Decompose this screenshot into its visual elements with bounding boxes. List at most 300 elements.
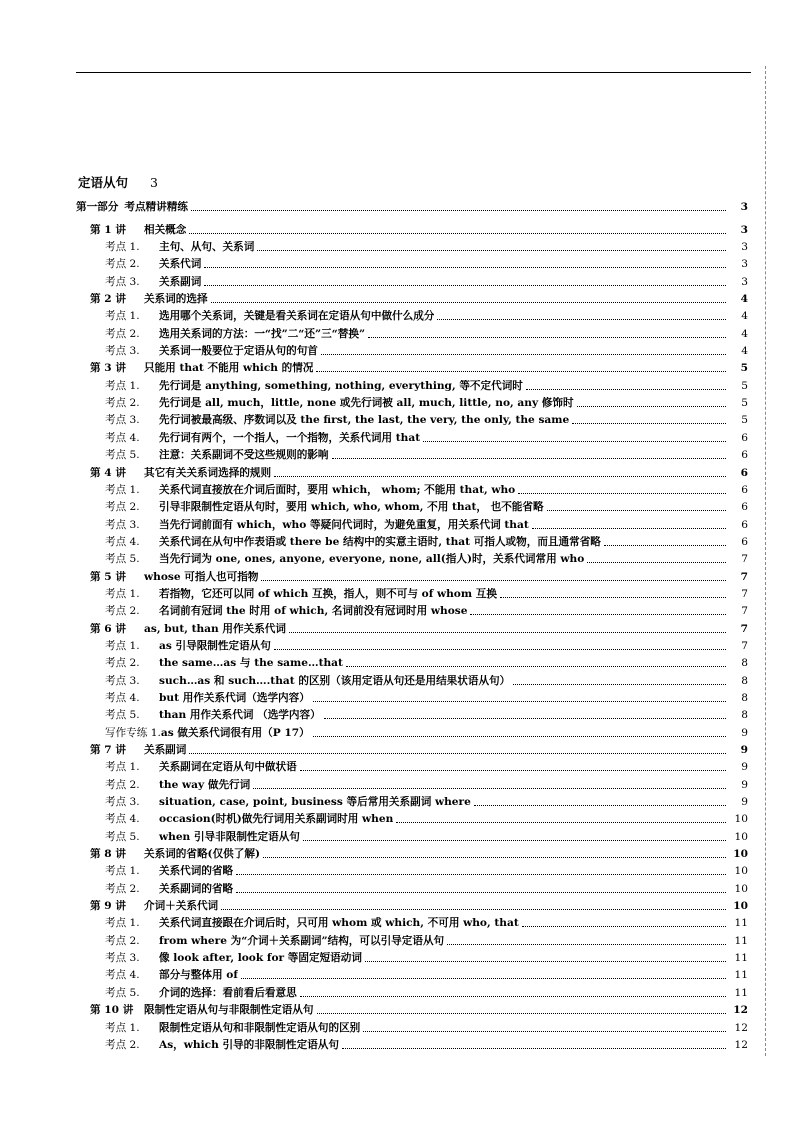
document-title-text: 定语从句 <box>78 175 129 190</box>
toc-entry-number: 第 2 讲 <box>90 293 126 306</box>
toc-entry-text: 关系副词在定语从句中做状语 <box>159 761 297 774</box>
toc-dot-leader <box>191 210 726 211</box>
toc-dot-leader <box>261 580 726 581</box>
toc-entry-label <box>90 848 260 861</box>
toc-entry-label <box>105 692 310 705</box>
toc-entry-text: 引导非限制性定语从句时，要用 which, who, whom, 不用 that， 也不能省略 <box>159 501 544 514</box>
toc-entry-number: 第 9 讲 <box>90 900 126 913</box>
toc-dot-leader <box>500 597 726 598</box>
toc-entry-number: 考点 4. <box>105 969 140 982</box>
toc-entry-page: 8 <box>741 709 748 722</box>
toc-entry[interactable] <box>76 514 748 531</box>
toc-entry-page: 6 <box>741 535 748 548</box>
toc-entry-page: 6 <box>740 466 748 479</box>
toc-entry-text: 关系代词直接放在介词后面时，要用 which， whom; 不能用 that, who <box>159 483 516 496</box>
toc-entry-number: 考点 1. <box>105 761 140 774</box>
toc-dot-leader <box>572 423 726 424</box>
toc-entry-number: 考点 3. <box>105 414 140 427</box>
toc-entry-text: 像 look after, look for 等固定短语动词 <box>159 952 362 965</box>
toc-entry-text: 关系副词 <box>159 275 202 288</box>
toc-entry-page: 11 <box>734 917 748 930</box>
toc-entry[interactable] <box>76 1000 748 1017</box>
toc-entry-number: 考点 5. <box>105 986 140 999</box>
toc-entry-text: from where 为“介词＋关系副词”结构，可以引导定语从句 <box>159 934 445 947</box>
toc-entry-page: 5 <box>740 362 748 375</box>
toc-entry-label <box>90 1004 314 1017</box>
toc-dot-leader <box>518 493 726 494</box>
toc-entry-label <box>105 813 393 826</box>
toc-dot-leader <box>241 978 726 979</box>
toc-entry-page: 7 <box>741 639 748 652</box>
toc-entry-page: 10 <box>734 813 748 826</box>
toc-entry-page: 12 <box>734 1038 748 1051</box>
toc-entry-label <box>105 675 510 688</box>
toc-entry[interactable] <box>76 670 748 687</box>
toc-entry-page: 10 <box>734 882 748 895</box>
toc-entry[interactable] <box>76 254 748 271</box>
toc-entry-text: 选用关系词的方法：一“找”二“还”三“替换” <box>159 327 366 340</box>
toc-entry-label <box>105 519 529 532</box>
toc-entry-number: 考点 5. <box>105 553 140 566</box>
toc-dot-leader <box>274 476 726 477</box>
toc-entry-page: 12 <box>734 1021 748 1034</box>
document-title-page: 3 <box>150 175 158 190</box>
toc-entry-label <box>105 709 321 722</box>
toc-entry[interactable] <box>76 792 748 809</box>
toc-dot-leader <box>274 649 726 650</box>
toc-entry-text: 主句、从句、关系词 <box>159 241 255 254</box>
toc-entry-label <box>105 865 233 878</box>
toc-entry-page: 10 <box>733 848 748 861</box>
toc-entry-label <box>105 831 300 844</box>
toc-entry[interactable] <box>76 618 748 635</box>
toc-entry-text: 关系副词的省略 <box>159 882 234 895</box>
toc-entry-label <box>90 224 186 237</box>
toc-entry[interactable] <box>76 930 748 947</box>
toc-entry-number: 考点 4. <box>105 431 140 444</box>
toc-entry-text: 限制性定语从句与非限制性定语从句 <box>144 1004 314 1017</box>
toc-entry[interactable] <box>76 323 748 340</box>
toc-entry-label <box>105 657 343 670</box>
toc-dot-leader <box>532 528 726 529</box>
toc-entry-number: 考点 4. <box>105 535 140 548</box>
toc-entry-number: 考点 1. <box>105 310 140 323</box>
toc-entry[interactable] <box>76 584 748 601</box>
toc-entry-label <box>105 276 201 289</box>
toc-entry-page: 9 <box>741 761 748 774</box>
toc-entry[interactable] <box>76 636 748 653</box>
table-of-contents <box>76 197 748 1052</box>
toc-entry-label <box>105 935 444 948</box>
toc-entry-text: as 引导限制性定语从句 <box>159 639 271 652</box>
toc-entry[interactable] <box>76 289 748 306</box>
toc-entry[interactable] <box>76 358 748 375</box>
toc-entry-label <box>105 241 254 254</box>
toc-entry-page: 6 <box>741 431 748 444</box>
toc-entry-page: 7 <box>741 605 748 618</box>
toc-entry-number: 考点 4. <box>105 813 140 826</box>
toc-entry-number: 第 7 讲 <box>90 744 126 756</box>
toc-entry-number: 第 10 讲 <box>90 1004 134 1017</box>
toc-dot-leader <box>253 788 726 789</box>
toc-entry-label <box>105 310 434 323</box>
toc-entry-text: whose 可指人也可指物 <box>144 570 259 583</box>
toc-entry-number: 考点 4. <box>105 691 140 704</box>
toc-entry-page: 7 <box>741 553 748 566</box>
toc-entry-page: 7 <box>741 587 748 600</box>
toc-entry-text: 相关概念 <box>144 223 187 236</box>
toc-entry-label <box>105 380 523 393</box>
toc-entry-label <box>90 293 208 306</box>
toc-entry[interactable] <box>76 219 748 236</box>
toc-entry-text: 关系词的选择 <box>144 293 208 306</box>
toc-dot-leader <box>300 996 726 997</box>
toc-entry-page: 3 <box>741 241 748 254</box>
toc-dot-leader <box>303 840 726 841</box>
toc-dot-leader <box>313 701 726 702</box>
toc-dot-leader <box>363 1031 726 1032</box>
toc-dot-leader <box>346 666 726 667</box>
toc-entry-text: 关系代词在从句中作表语或 there be 结构中的实意主语时, that 可指人或物，而且通常省略 <box>159 535 601 548</box>
toc-entry-page: 10 <box>734 830 748 843</box>
toc-entry[interactable] <box>76 237 748 254</box>
toc-entry-text: 介词的选择：看前看后看意思 <box>159 986 297 999</box>
toc-entry-text: 关系代词直接跟在介词后时，只可用 whom 或 which, 不可用 who, that <box>159 917 519 930</box>
toc-entry-page: 11 <box>734 934 748 947</box>
toc-entry-number: 考点 2. <box>105 605 140 618</box>
toc-entry-text: the same…as 与 the same…that <box>159 657 343 670</box>
toc-entry[interactable] <box>76 705 748 722</box>
toc-entry-page: 9 <box>740 744 748 756</box>
toc-dot-leader <box>263 857 726 858</box>
toc-entry-page: 11 <box>734 986 748 999</box>
toc-entry-text: when 引导非限制性定语从句 <box>159 830 300 843</box>
toc-entry-number: 考点 2. <box>105 397 140 410</box>
toc-entry[interactable] <box>76 913 748 930</box>
toc-entry-page: 6 <box>741 449 748 462</box>
toc-entry-page: 3 <box>740 201 748 214</box>
toc-entry[interactable] <box>76 532 748 549</box>
toc-entry-text: occasion(时机)做先行词用关系副词时用 when <box>159 813 394 826</box>
toc-entry-text: 先行词是 anything, something, nothing, everything, 等不定代词时 <box>159 379 523 392</box>
toc-dot-leader <box>204 285 726 286</box>
toc-entry-text: 先行词有两个，一个指人，一个指物，关系代词用 that <box>159 431 421 444</box>
toc-entry-text: than 用作关系代词 （选学内容） <box>159 709 321 722</box>
toc-dot-leader <box>604 545 726 546</box>
toc-entry-page: 9 <box>741 796 748 809</box>
toc-dot-leader <box>577 406 726 407</box>
toc-dot-leader <box>257 250 726 251</box>
toc-entry-number: 考点 1. <box>105 379 140 392</box>
toc-entry[interactable] <box>76 271 748 288</box>
toc-entry-label <box>105 588 497 601</box>
toc-dot-leader <box>526 389 726 390</box>
toc-dot-leader <box>396 822 726 823</box>
toc-entry-page: 12 <box>733 1004 748 1017</box>
toc-entry-label <box>105 761 297 774</box>
toc-dot-leader <box>587 562 726 563</box>
toc-entry[interactable] <box>76 653 748 670</box>
toc-entry-label <box>105 258 201 271</box>
toc-entry[interactable] <box>76 497 748 514</box>
toc-entry-text: 其它有关关系词选择的规则 <box>144 466 272 479</box>
toc-entry-label <box>105 1022 360 1035</box>
toc-entry[interactable] <box>76 757 748 774</box>
toc-entry-text: 部分与整体用 of <box>159 969 238 982</box>
toc-entry-page: 11 <box>734 952 748 965</box>
toc-dot-leader <box>513 684 726 685</box>
toc-entry[interactable] <box>76 826 748 843</box>
toc-entry-label <box>90 467 271 480</box>
toc-dot-leader <box>547 510 726 511</box>
toc-entry-number: 考点 2. <box>105 657 140 670</box>
toc-entry-label <box>105 501 544 514</box>
toc-entry-label <box>105 605 467 618</box>
toc-entry[interactable] <box>76 462 748 479</box>
toc-dot-leader <box>211 302 726 303</box>
toc-entry-number: 考点 2. <box>105 934 140 947</box>
toc-entry-number: 考点 3. <box>105 275 140 288</box>
toc-entry-text: 关系代词的省略 <box>159 865 234 878</box>
toc-entry-label <box>105 969 238 982</box>
toc-entry-label <box>105 345 318 358</box>
toc-entry-label <box>90 623 286 636</box>
toc-entry-page: 7 <box>740 570 748 583</box>
toc-entry[interactable] <box>76 948 748 965</box>
toc-entry-text: 先行词被最高级、序数词以及 the first, the last, the very, the only, the same <box>159 414 570 427</box>
toc-entry-page: 4 <box>740 293 748 306</box>
toc-entry-page: 8 <box>741 657 748 670</box>
toc-entry-number: 考点 3. <box>105 518 140 531</box>
toc-entry-text: 关系副词 <box>144 744 187 756</box>
toc-entry-label <box>105 883 233 896</box>
toc-entry-text: as 做关系代词很有用（P 17） <box>160 726 310 739</box>
toc-entry[interactable] <box>76 688 748 705</box>
toc-entry-number: 考点 1. <box>105 865 140 878</box>
toc-dot-leader <box>342 1048 726 1049</box>
toc-entry-text: 限制性定语从句和非限制性定语从句的区别 <box>159 1021 361 1034</box>
toc-entry-label <box>105 952 362 965</box>
toc-entry[interactable] <box>76 722 748 739</box>
toc-entry-text: 注意：关系副词不受这些规则的影响 <box>159 449 329 462</box>
toc-entry-text: 关系词一般要位于定语从句的句首 <box>159 345 318 358</box>
toc-dot-leader <box>522 926 726 927</box>
toc-entry-label <box>90 744 186 757</box>
toc-entry-text: As，which 引导的非限制性定语从句 <box>159 1038 339 1051</box>
toc-entry-page: 10 <box>733 900 748 913</box>
toc-entry-text: 当先行词为 one, ones, anyone, everyone, none, all(指人)时，关系代词常用 who <box>159 553 585 566</box>
toc-entry-label <box>105 640 271 653</box>
toc-entry-label <box>105 917 519 930</box>
toc-entry[interactable] <box>76 375 748 392</box>
toc-entry-number: 考点 2. <box>105 258 140 271</box>
toc-dot-leader <box>316 371 726 372</box>
toc-dot-leader <box>221 909 726 910</box>
toc-entry-text: situation, case, point, business 等后常用关系副词 where <box>159 796 471 809</box>
toc-entry[interactable] <box>76 844 748 861</box>
toc-dot-leader <box>474 805 726 806</box>
toc-entry-label <box>105 1039 339 1052</box>
toc-dot-leader <box>437 319 726 320</box>
toc-entry[interactable] <box>76 896 748 913</box>
toc-entry-text: 考点精讲精练 <box>124 201 188 214</box>
toc-entry-number: 考点 5. <box>105 830 140 843</box>
toc-entry-page: 9 <box>741 726 748 739</box>
toc-entry-text: 选用哪个关系词，关键是看关系词在定语从句中做什么成分 <box>159 310 435 323</box>
toc-entry-label <box>105 727 310 740</box>
toc-dot-leader <box>368 337 726 338</box>
toc-entry-text: 只能用 that 不能用 which 的情况 <box>144 362 314 375</box>
toc-entry[interactable] <box>76 480 748 497</box>
toc-entry-text: such…as 和 such….that 的区别（该用定语从句还是用结果状语从句） <box>159 674 511 687</box>
toc-entry[interactable] <box>76 197 748 214</box>
toc-entry-page: 6 <box>741 501 748 514</box>
toc-entry-text: but 用作关系代词（选学内容） <box>159 691 310 704</box>
toc-entry-text: 若指物，它还可以同 of which 互换，指人，则不可与 of whom 互换 <box>159 587 497 600</box>
toc-entry-number: 考点 3. <box>105 345 140 358</box>
toc-entry-label <box>105 449 329 462</box>
toc-dot-leader <box>470 614 726 615</box>
toc-entry-number: 第 4 讲 <box>90 466 126 479</box>
toc-entry[interactable] <box>76 549 748 566</box>
margin-guide-line <box>765 66 766 1056</box>
toc-entry[interactable] <box>76 341 748 358</box>
toc-entry[interactable] <box>76 393 748 410</box>
toc-entry[interactable] <box>76 809 748 826</box>
toc-entry-label <box>105 432 420 445</box>
toc-entry-page: 6 <box>741 483 748 496</box>
toc-entry-label <box>90 900 218 913</box>
toc-entry-number: 第 5 讲 <box>90 570 126 583</box>
toc-entry-page: 3 <box>741 275 748 288</box>
toc-entry-label <box>105 328 365 341</box>
toc-entry-page: 11 <box>734 969 748 982</box>
toc-entry-text: 先行词是 all, much，little, none 或先行词被 all, much, little, no, any 修饰时 <box>159 397 574 410</box>
toc-dot-leader <box>189 233 726 234</box>
toc-entry-number: 第 6 讲 <box>90 622 126 635</box>
toc-dot-leader <box>189 753 726 754</box>
toc-entry[interactable] <box>76 740 748 757</box>
toc-entry-number: 考点 1. <box>105 917 140 930</box>
toc-entry-page: 9 <box>741 778 748 791</box>
toc-entry[interactable] <box>76 861 748 878</box>
toc-dot-leader <box>324 718 726 719</box>
toc-entry-text: the way 做先行词 <box>159 778 251 791</box>
toc-entry-text: 介词＋关系代词 <box>144 900 219 913</box>
toc-entry[interactable] <box>76 774 748 791</box>
toc-entry[interactable] <box>76 1017 748 1034</box>
toc-dot-leader <box>332 458 727 459</box>
toc-entry-page: 4 <box>741 310 748 323</box>
toc-entry-label <box>105 987 297 1000</box>
toc-entry-number: 考点 5. <box>105 449 140 462</box>
toc-entry-number: 考点 1. <box>105 587 140 600</box>
toc-entry-number: 考点 1. <box>105 241 140 254</box>
toc-entry-page: 10 <box>734 865 748 878</box>
toc-entry-page: 8 <box>741 691 748 704</box>
toc-dot-leader <box>317 1013 727 1014</box>
toc-entry-number: 考点 1. <box>105 1021 140 1034</box>
toc-entry-label <box>105 553 584 566</box>
toc-dot-leader <box>365 961 726 962</box>
toc-entry-label <box>105 779 250 792</box>
toc-entry-page: 3 <box>741 258 748 271</box>
toc-entry-number: 考点 3. <box>105 796 140 809</box>
toc-entry-label <box>105 484 515 497</box>
toc-entry-label <box>105 536 601 549</box>
toc-entry-number: 考点 1. <box>105 483 140 496</box>
toc-entry-page: 8 <box>741 674 748 687</box>
toc-entry-page: 7 <box>740 622 748 635</box>
toc-entry-number: 写作专练 1. <box>105 726 161 739</box>
toc-dot-leader <box>423 441 726 442</box>
toc-entry-label <box>105 414 569 427</box>
toc-entry-number: 考点 3. <box>105 674 140 687</box>
toc-entry-number: 考点 2. <box>105 327 140 340</box>
toc-entry-text: 关系代词 <box>159 258 202 271</box>
toc-entry[interactable] <box>76 601 748 618</box>
toc-entry[interactable] <box>76 445 748 462</box>
toc-entry-number: 考点 2. <box>105 1038 140 1051</box>
toc-entry-text: as, but, than 用作关系代词 <box>144 622 286 635</box>
toc-entry-number: 第 8 讲 <box>90 848 126 861</box>
toc-dot-leader <box>236 874 726 875</box>
toc-entry-page: 5 <box>741 397 748 410</box>
toc-entry[interactable] <box>76 982 748 999</box>
toc-entry-page: 6 <box>741 518 748 531</box>
toc-entry[interactable] <box>76 1035 748 1052</box>
toc-entry-number: 考点 3. <box>105 952 140 965</box>
toc-entry[interactable] <box>76 566 748 583</box>
toc-entry-page: 4 <box>741 327 748 340</box>
toc-entry-number: 考点 1. <box>105 639 140 652</box>
toc-entry-label <box>105 397 574 410</box>
toc-entry[interactable] <box>76 965 748 982</box>
toc-entry-label <box>105 796 471 809</box>
toc-entry-label <box>76 201 188 214</box>
toc-entry-number: 考点 2. <box>105 501 140 514</box>
toc-entry[interactable] <box>76 878 748 895</box>
toc-entry[interactable] <box>76 410 748 427</box>
toc-entry[interactable] <box>76 306 748 323</box>
document-title <box>78 173 158 191</box>
toc-entry-number: 第 1 讲 <box>90 223 126 236</box>
toc-dot-leader <box>300 770 726 771</box>
toc-entry-number: 考点 2. <box>105 778 140 791</box>
toc-dot-leader <box>204 267 726 268</box>
toc-entry[interactable] <box>76 427 748 444</box>
toc-dot-leader <box>447 944 726 945</box>
toc-dot-leader <box>313 736 726 737</box>
toc-entry-page: 5 <box>741 379 748 392</box>
toc-entry-number: 考点 5. <box>105 709 140 722</box>
toc-entry-text: 名词前有冠词 the 时用 of which, 名词前没有冠词时用 whose <box>159 605 468 618</box>
toc-entry-text: 当先行词前面有 which，who 等疑问代词时，为避免重复，用关系代词 that <box>159 518 529 531</box>
toc-entry-page: 5 <box>741 414 748 427</box>
toc-entry-page: 4 <box>741 345 748 358</box>
toc-entry-label <box>90 571 258 584</box>
toc-entry-number: 第一部分 <box>76 201 119 214</box>
toc-entry-text: 关系词的省略(仅供了解) <box>144 848 260 861</box>
toc-entry-label <box>90 362 313 375</box>
header-rule <box>76 72 751 73</box>
toc-dot-leader <box>321 354 726 355</box>
toc-entry-number: 考点 2. <box>105 882 140 895</box>
toc-entry-page: 3 <box>740 223 748 236</box>
toc-dot-leader <box>236 892 726 893</box>
toc-entry-number: 第 3 讲 <box>90 362 126 375</box>
toc-dot-leader <box>289 632 726 633</box>
